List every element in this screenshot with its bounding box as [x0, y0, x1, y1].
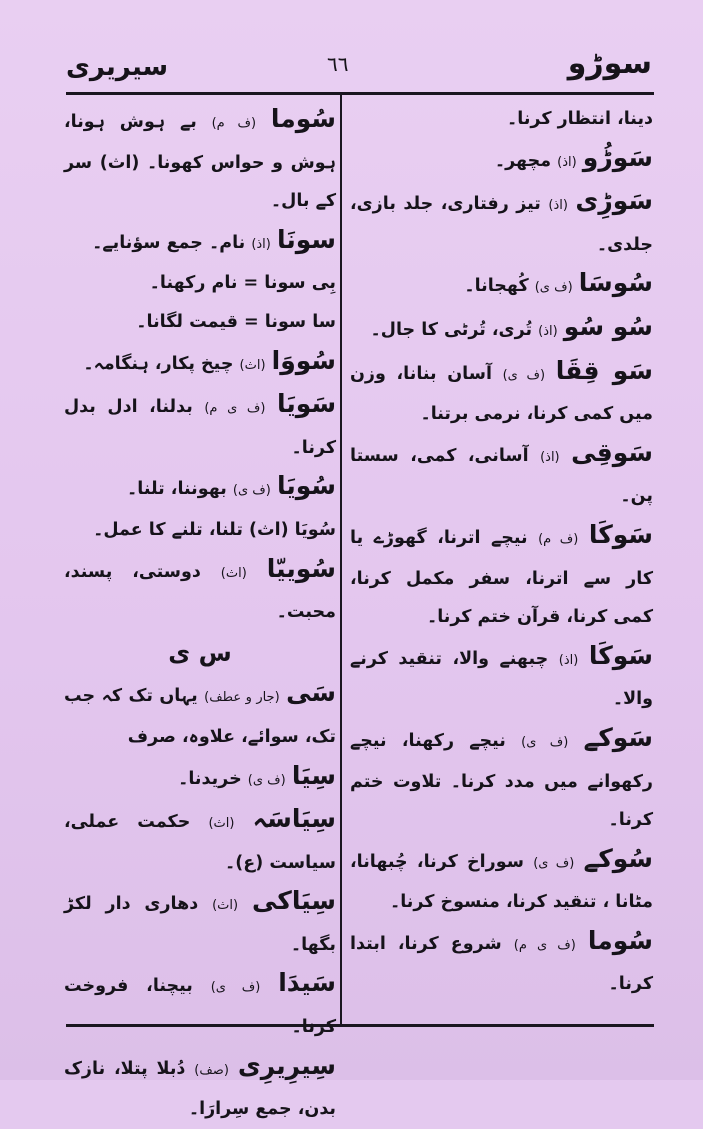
headword: سَی [286, 678, 336, 708]
grammar-tag: (ف ی) [210, 980, 261, 996]
headword: سُوما [270, 104, 337, 133]
headword: سِیرِیرِی [237, 1050, 337, 1080]
headword: سِیَا [291, 760, 336, 790]
definition-text: بدلنا، ادل بدل کرنا۔ [64, 397, 336, 458]
grammar-tag: (ف ی) [247, 772, 286, 788]
definition-text: چبھنے والا، تنقید کرنے والا۔ [350, 648, 653, 710]
headword: سَوڑِی [575, 186, 653, 216]
dictionary-entry [64, 550, 336, 632]
definition-text: دُبلا پتلا، نازک بدن، جمع سِرارَا۔ [64, 1058, 336, 1120]
definition-text: مچھر۔ [494, 150, 552, 171]
dictionary-entry [350, 139, 653, 183]
grammar-tag: (جار و عطف) [204, 690, 280, 706]
page-header [62, 42, 652, 94]
headword: سِیَاسَہ [252, 804, 337, 834]
grammar-tag: (اث) [212, 898, 239, 914]
definition-text: چیخ پکار، ہنگامہ۔ [83, 353, 234, 374]
dictionary-entry [64, 100, 336, 221]
grammar-tag: (صف) [194, 1062, 229, 1078]
dictionary-entry [64, 303, 336, 342]
dictionary-entry [64, 1047, 336, 1129]
dictionary-entry [350, 516, 653, 637]
definition-text: نام۔ جمع سؤنایے۔ [92, 232, 246, 253]
dictionary-entry [350, 434, 653, 516]
right-column [350, 100, 653, 1004]
grammar-tag: (ف ی) [502, 367, 546, 383]
dictionary-entry [64, 221, 336, 265]
header-rule [66, 92, 654, 95]
grammar-tag: (اذ) [558, 652, 579, 668]
definition-text: یہاں تک کہ جب تک، سوائے، علاوہ، صرف [64, 686, 336, 747]
headword: سَوکَا [588, 640, 654, 670]
headword: سَوکَا [588, 519, 653, 549]
definition-text: نیچے اترنا، گھوڑے یا کار سے اترنا، سفر مکمل کرنا، کمی کرنا، قرآن ختم کرنا۔ [350, 527, 653, 628]
headword: سِیَاکی [251, 886, 336, 916]
grammar-tag: (ف ی م) [204, 401, 266, 417]
definition-text: بے ہوش ہونا، ہوش و حواس کھونا۔ (اث) سر کے بال۔ [64, 112, 336, 212]
grammar-tag: (اث) [208, 816, 235, 832]
definition-text: شروع کرنا، ابتدا کرنا۔ [350, 933, 653, 995]
headword: سَوقِی [571, 437, 654, 467]
dictionary-entry [64, 264, 336, 303]
definition-text: نیچے رکھنا، نیچے رکھوانے میں مدد کرنا۔ تلاوت ختم کرنا۔ [350, 730, 653, 831]
headword: سُویَا [276, 471, 336, 501]
grammar-tag: (اث) [220, 565, 247, 581]
definition-text: سُویَا (اث) تلنا، تلنے کا عمل۔ [93, 519, 336, 540]
definition-text: خریدنا۔ [178, 768, 242, 789]
dictionary-entry [64, 511, 336, 550]
left-column [64, 100, 336, 1129]
headword: سونَا [276, 224, 336, 254]
section-heading: س ی [168, 638, 232, 667]
headword: سَیدَا [278, 968, 336, 998]
definition-text: دھاری دار لکڑ بگھا۔ [64, 894, 336, 955]
headword: سَوڑُو [582, 142, 653, 172]
dictionary-entry [64, 467, 336, 511]
grammar-tag: (ف ی) [521, 734, 569, 750]
dictionary-entry [64, 757, 336, 801]
definition-text: دوستی، پسند، محبت۔ [64, 561, 336, 623]
definition-text: آسانی، کمی، سستا پن۔ [350, 445, 653, 507]
definition-text: سا سونا = قیمت لگانا۔ [136, 311, 336, 332]
definition-text: بِی سونا = نام رکھنا۔ [149, 273, 336, 294]
headword: سَویَا [277, 389, 337, 419]
dictionary-entry [64, 342, 336, 386]
grammar-tag: (اذ) [540, 449, 560, 465]
dictionary-entry [350, 352, 653, 434]
definition-text: سوراخ کرنا، چُبھانا، مٹانا ، تنقید کرنا، منسوخ کرنا۔ [350, 851, 653, 913]
grammar-tag: (اذ) [557, 154, 577, 170]
definition-text: بھوننا، تلنا۔ [127, 479, 227, 500]
dictionary-entry [350, 637, 653, 719]
headword: سُوسَا [578, 268, 653, 298]
definition-text: حکمت عملی، سیاست (ع)۔ [64, 812, 336, 873]
dictionary-entry [64, 964, 336, 1046]
definition-text: بیچنا، فروخت کرنا۔ [64, 976, 336, 1038]
dictionary-entry [64, 882, 336, 964]
headword: سَوکے [583, 722, 654, 752]
grammar-tag: (اث) [239, 357, 266, 373]
grammar-tag: (اذ) [538, 323, 558, 339]
dictionary-entry [350, 182, 653, 264]
headword: سُوییّا [266, 553, 336, 583]
header-last-word: سیریری [66, 52, 169, 82]
dictionary-entry [350, 264, 653, 308]
headword: سُو سُو [563, 311, 653, 341]
dictionary-entry [350, 719, 653, 840]
grammar-tag: (اذ) [251, 236, 271, 252]
dictionary-entry [350, 922, 653, 1004]
definition-text: آسان بنانا، وزن میں کمی کرنا، نرمی برتنا۔ [350, 363, 653, 425]
grammar-tag: (ف ی) [534, 280, 573, 296]
grammar-tag: (اذ) [548, 198, 568, 214]
dictionary-entry [350, 308, 653, 352]
headword: سُوما [587, 925, 654, 955]
column-divider [340, 92, 342, 1027]
definition-text: دینا، انتظار کرنا۔ [507, 109, 653, 129]
definition-text: تُری، تُرٹی کا جال۔ [370, 319, 533, 340]
dictionary-entry [64, 385, 336, 467]
definition-text: تیز رفتاری، جلد بازی، جلدی۔ [350, 194, 653, 255]
headword: سُوکے [583, 843, 654, 873]
dictionary-entry [64, 800, 336, 882]
grammar-tag: (ف ی) [533, 855, 575, 871]
headword: سَو قِقَا [555, 355, 653, 385]
header-first-word: سوڑو [567, 46, 652, 81]
headword: سُووَا [271, 345, 336, 375]
dictionary-entry [64, 674, 336, 756]
grammar-tag: (ف م) [211, 116, 257, 131]
definition-text: کُھجانا۔ [464, 276, 529, 297]
grammar-tag: (ف ی م) [513, 937, 576, 953]
dictionary-entry [350, 100, 653, 139]
grammar-tag: (ف م) [538, 531, 579, 547]
dictionary-entry [350, 840, 653, 922]
grammar-tag: (ف ی) [232, 483, 271, 499]
page-number: ٦٦ [327, 52, 349, 76]
